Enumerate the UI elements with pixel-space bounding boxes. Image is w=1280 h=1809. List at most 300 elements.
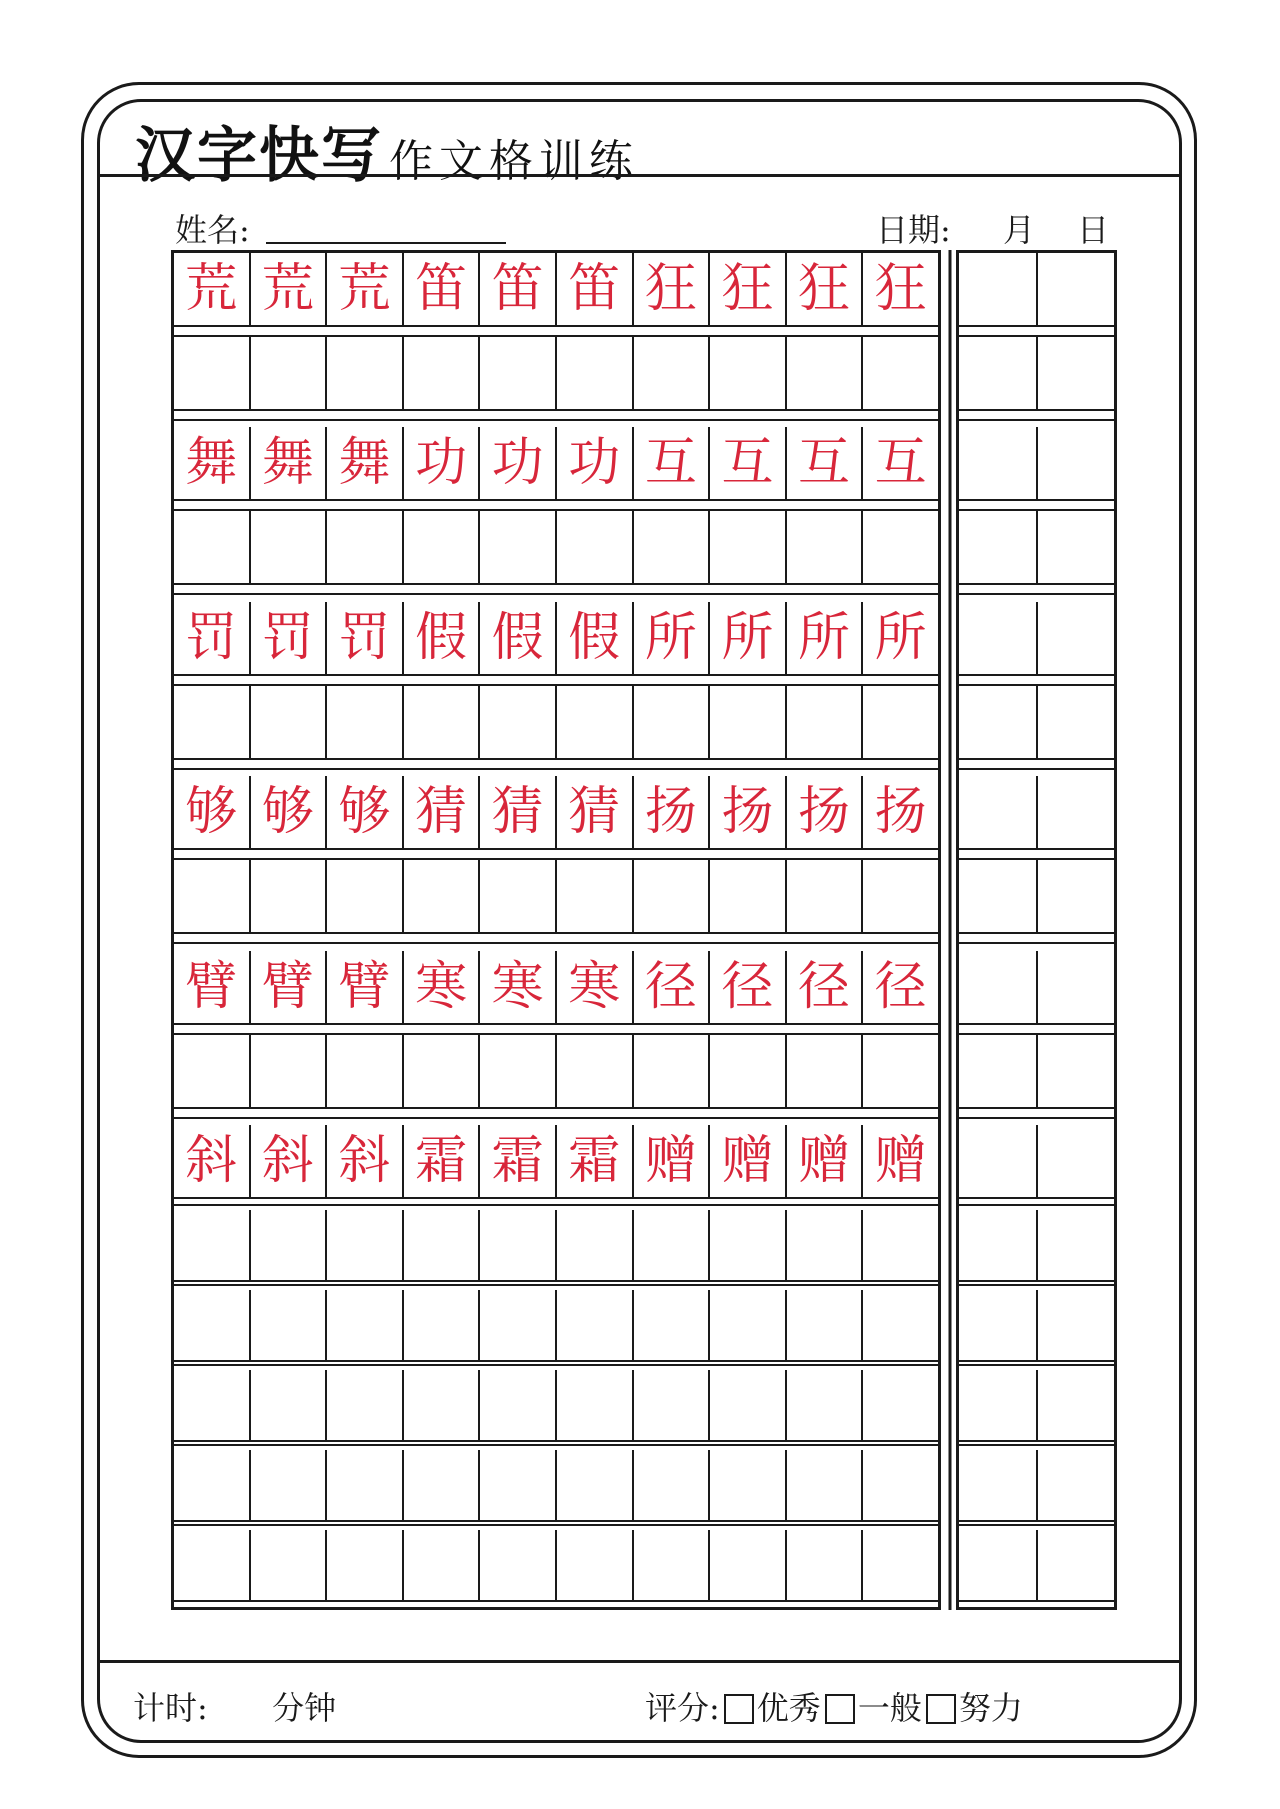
grid-cell[interactable] bbox=[787, 1125, 864, 1199]
grid-row bbox=[174, 1450, 938, 1522]
grid-cell[interactable] bbox=[557, 1125, 634, 1199]
traced-character: 笛 bbox=[568, 259, 621, 319]
traced-character: 荒 bbox=[185, 259, 238, 319]
side-grid-cell[interactable] bbox=[959, 427, 1038, 501]
grid-cell[interactable] bbox=[557, 1210, 634, 1282]
grid-cell[interactable] bbox=[787, 1210, 864, 1282]
column-separator bbox=[946, 250, 954, 1610]
grid-cell[interactable] bbox=[863, 860, 938, 934]
grid-cell[interactable] bbox=[404, 1370, 481, 1442]
grid-row bbox=[174, 602, 938, 676]
grid-row bbox=[174, 951, 938, 1025]
grid-cell[interactable] bbox=[863, 1290, 938, 1362]
traced-character: 笛 bbox=[415, 259, 468, 319]
grid-cell[interactable] bbox=[710, 776, 787, 850]
traced-character: 扬 bbox=[721, 782, 774, 842]
grid-cell[interactable] bbox=[404, 1290, 481, 1362]
traced-character: 寒 bbox=[415, 957, 468, 1017]
grid-cell[interactable] bbox=[327, 776, 404, 850]
grid-cell[interactable] bbox=[480, 1290, 557, 1362]
grid-cell[interactable] bbox=[327, 511, 404, 585]
traced-character: 互 bbox=[798, 433, 851, 493]
side-grid-row bbox=[959, 1125, 1114, 1199]
grid-cell[interactable] bbox=[863, 337, 938, 411]
traced-character: 臂 bbox=[338, 957, 391, 1017]
grid-cell[interactable] bbox=[710, 1530, 787, 1602]
grid-cell[interactable] bbox=[480, 1125, 557, 1199]
grid-cell[interactable] bbox=[634, 1035, 711, 1109]
side-grid-row bbox=[959, 1370, 1114, 1442]
side-grid-row bbox=[959, 1530, 1114, 1602]
grid-cell[interactable] bbox=[174, 337, 251, 411]
grid-cell[interactable] bbox=[557, 686, 634, 760]
grid-cell[interactable] bbox=[557, 602, 634, 676]
grid-cell[interactable] bbox=[710, 686, 787, 760]
traced-character: 功 bbox=[491, 433, 544, 493]
grid-cell[interactable] bbox=[327, 1125, 404, 1199]
grid-cell[interactable] bbox=[634, 860, 711, 934]
side-grid-cell[interactable] bbox=[959, 1125, 1038, 1199]
side-grid-gap-line bbox=[959, 593, 1114, 595]
grid-cell[interactable] bbox=[174, 776, 251, 850]
grid-cell[interactable] bbox=[787, 1450, 864, 1522]
side-grid-cell[interactable] bbox=[959, 1290, 1038, 1362]
grid-row bbox=[174, 1370, 938, 1442]
day-label: 日 bbox=[1077, 211, 1110, 249]
side-grid-cell[interactable] bbox=[1038, 1125, 1115, 1199]
grid-cell[interactable] bbox=[251, 511, 328, 585]
traced-character: 斜 bbox=[185, 1131, 238, 1191]
grid-cell[interactable] bbox=[863, 1125, 938, 1199]
name-label: 姓名: bbox=[175, 211, 250, 249]
grid-cell[interactable] bbox=[710, 1370, 787, 1442]
side-grid-gap-line bbox=[959, 942, 1114, 944]
grid-cell[interactable] bbox=[863, 686, 938, 760]
grid-cell[interactable] bbox=[787, 1035, 864, 1109]
grid-cell[interactable] bbox=[634, 1290, 711, 1362]
grid-cell[interactable] bbox=[174, 511, 251, 585]
grid-cell[interactable] bbox=[710, 1290, 787, 1362]
traced-character: 互 bbox=[874, 433, 927, 493]
grid-cell[interactable] bbox=[174, 1530, 251, 1602]
grid-cell[interactable] bbox=[480, 860, 557, 934]
traced-character: 舞 bbox=[338, 433, 391, 493]
grid-cell[interactable] bbox=[327, 1450, 404, 1522]
grid-cell[interactable] bbox=[787, 1370, 864, 1442]
side-grid-cell[interactable] bbox=[1038, 427, 1115, 501]
traced-character: 互 bbox=[644, 433, 697, 493]
grid-cell[interactable] bbox=[634, 1530, 711, 1602]
checkbox-excellent[interactable] bbox=[724, 1694, 754, 1724]
grid-cell[interactable] bbox=[404, 1530, 481, 1602]
checkbox-effort[interactable] bbox=[926, 1694, 956, 1724]
grid-cell[interactable] bbox=[404, 253, 481, 327]
grid-cell[interactable] bbox=[327, 253, 404, 327]
grid-cell[interactable] bbox=[251, 427, 328, 501]
side-grid-cell[interactable] bbox=[959, 686, 1038, 760]
side-grid bbox=[956, 250, 1117, 1610]
side-grid-row bbox=[959, 1290, 1114, 1362]
grid-cell[interactable] bbox=[863, 1035, 938, 1109]
grid-cell[interactable] bbox=[251, 1370, 328, 1442]
grid-cell[interactable] bbox=[787, 511, 864, 585]
option-effort: 努力 bbox=[958, 1689, 1023, 1727]
grid-cell[interactable] bbox=[557, 1035, 634, 1109]
grid-gap-line bbox=[174, 1524, 938, 1526]
footer-divider bbox=[100, 1660, 1179, 1663]
grid-cell[interactable] bbox=[327, 1210, 404, 1282]
timer bbox=[133, 1683, 336, 1729]
grid-cell[interactable] bbox=[174, 860, 251, 934]
grid-cell[interactable] bbox=[251, 1290, 328, 1362]
grid-cell[interactable] bbox=[174, 1370, 251, 1442]
grid-row bbox=[174, 860, 938, 934]
traced-character: 斜 bbox=[338, 1131, 391, 1191]
grid-row bbox=[174, 253, 938, 327]
side-grid-cell[interactable] bbox=[959, 1370, 1038, 1442]
grid-cell[interactable] bbox=[327, 427, 404, 501]
side-grid-cell[interactable] bbox=[1038, 1035, 1115, 1109]
grid-cell[interactable] bbox=[251, 1450, 328, 1522]
grid-cell[interactable] bbox=[327, 686, 404, 760]
grid-cell[interactable] bbox=[634, 686, 711, 760]
grid-cell[interactable] bbox=[557, 776, 634, 850]
grid-row bbox=[174, 337, 938, 411]
grid-row bbox=[174, 686, 938, 760]
minutes-label: 分钟 bbox=[272, 1689, 337, 1727]
grid-cell[interactable] bbox=[710, 511, 787, 585]
traced-character: 寒 bbox=[491, 957, 544, 1017]
side-grid-cell[interactable] bbox=[959, 1530, 1038, 1602]
traced-character: 臂 bbox=[261, 957, 314, 1017]
grid-cell[interactable] bbox=[863, 253, 938, 327]
traced-character: 荒 bbox=[338, 259, 391, 319]
side-grid-row bbox=[959, 686, 1114, 760]
grid-row bbox=[174, 511, 938, 585]
grid-cell[interactable] bbox=[787, 776, 864, 850]
grid-cell[interactable] bbox=[710, 1210, 787, 1282]
grid-cell[interactable] bbox=[787, 1290, 864, 1362]
grid-cell[interactable] bbox=[404, 511, 481, 585]
grid-gap-line bbox=[174, 1204, 938, 1206]
traced-character: 赠 bbox=[644, 1131, 697, 1191]
grid-cell[interactable] bbox=[557, 427, 634, 501]
grid-cell[interactable] bbox=[251, 686, 328, 760]
grid-cell[interactable] bbox=[404, 951, 481, 1025]
side-grid-cell[interactable] bbox=[1038, 686, 1115, 760]
grid-cell[interactable] bbox=[404, 860, 481, 934]
side-grid-gap-line bbox=[959, 1117, 1114, 1119]
grid-cell[interactable] bbox=[251, 860, 328, 934]
side-grid-cell[interactable] bbox=[959, 253, 1038, 327]
traced-character: 所 bbox=[644, 608, 697, 668]
grid-cell[interactable] bbox=[634, 602, 711, 676]
grid-gap-line bbox=[174, 1444, 938, 1446]
grid-cell[interactable] bbox=[710, 602, 787, 676]
grid-row bbox=[174, 1530, 938, 1602]
grid-cell[interactable] bbox=[480, 1035, 557, 1109]
grid-cell[interactable] bbox=[251, 1210, 328, 1282]
grid-cell[interactable] bbox=[480, 602, 557, 676]
writing-grid bbox=[171, 250, 941, 1610]
traced-character: 舞 bbox=[261, 433, 314, 493]
side-grid-gap-line bbox=[959, 1364, 1114, 1366]
grid-cell[interactable] bbox=[327, 860, 404, 934]
grid-cell[interactable] bbox=[710, 337, 787, 411]
grid-cell[interactable] bbox=[557, 253, 634, 327]
traced-character: 霜 bbox=[491, 1131, 544, 1191]
grid-cell[interactable] bbox=[174, 1125, 251, 1199]
traced-character: 舞 bbox=[185, 433, 238, 493]
side-grid-row bbox=[959, 427, 1114, 501]
grid-cell[interactable] bbox=[480, 511, 557, 585]
grid-cell[interactable] bbox=[557, 1530, 634, 1602]
grid-cell[interactable] bbox=[480, 1450, 557, 1522]
grid-cell[interactable] bbox=[557, 1370, 634, 1442]
grid-row bbox=[174, 1035, 938, 1109]
grid-cell[interactable] bbox=[710, 1450, 787, 1522]
grid-cell[interactable] bbox=[251, 951, 328, 1025]
grid-cell[interactable] bbox=[174, 602, 251, 676]
grid-cell[interactable] bbox=[327, 337, 404, 411]
traced-character: 罚 bbox=[261, 608, 314, 668]
grid-cell[interactable] bbox=[480, 951, 557, 1025]
traced-character: 赠 bbox=[798, 1131, 851, 1191]
side-grid-cell[interactable] bbox=[1038, 1450, 1115, 1522]
option-average: 一般 bbox=[857, 1689, 922, 1727]
grid-cell[interactable] bbox=[404, 1450, 481, 1522]
grid-cell[interactable] bbox=[327, 951, 404, 1025]
grid-cell[interactable] bbox=[863, 1530, 938, 1602]
grid-cell[interactable] bbox=[251, 1530, 328, 1602]
grid-cell[interactable] bbox=[174, 1290, 251, 1362]
grid-cell[interactable] bbox=[557, 1450, 634, 1522]
grid-gap-line bbox=[174, 942, 938, 944]
grid-cell[interactable] bbox=[480, 1370, 557, 1442]
side-grid-cell[interactable] bbox=[1038, 511, 1115, 585]
score bbox=[645, 1683, 1023, 1729]
grid-cell[interactable] bbox=[404, 1035, 481, 1109]
grid-row bbox=[174, 776, 938, 850]
grid-cell[interactable] bbox=[480, 253, 557, 327]
grid-cell[interactable] bbox=[404, 776, 481, 850]
traced-character: 霜 bbox=[568, 1131, 621, 1191]
grid-cell[interactable] bbox=[634, 1450, 711, 1522]
side-grid-cell[interactable] bbox=[1038, 1290, 1115, 1362]
grid-gap-line bbox=[174, 419, 938, 421]
grid-cell[interactable] bbox=[174, 1210, 251, 1282]
side-grid-cell[interactable] bbox=[959, 776, 1038, 850]
grid-row bbox=[174, 1125, 938, 1199]
grid-cell[interactable] bbox=[557, 511, 634, 585]
side-grid-cell[interactable] bbox=[959, 1210, 1038, 1282]
grid-cell[interactable] bbox=[557, 337, 634, 411]
grid-cell[interactable] bbox=[863, 776, 938, 850]
traced-character: 假 bbox=[491, 608, 544, 668]
side-grid-cell[interactable] bbox=[959, 951, 1038, 1025]
score-label: 评分: bbox=[645, 1689, 720, 1727]
traced-character: 径 bbox=[721, 957, 774, 1017]
side-grid-row bbox=[959, 337, 1114, 411]
grid-cell[interactable] bbox=[787, 337, 864, 411]
grid-cell[interactable] bbox=[634, 253, 711, 327]
grid-cell[interactable] bbox=[863, 1370, 938, 1442]
grid-cell[interactable] bbox=[863, 602, 938, 676]
grid-cell[interactable] bbox=[710, 427, 787, 501]
side-grid-gap-line bbox=[959, 768, 1114, 770]
side-grid-row bbox=[959, 1450, 1114, 1522]
side-grid-cell[interactable] bbox=[1038, 253, 1115, 327]
traced-character: 够 bbox=[185, 782, 238, 842]
side-grid-cell[interactable] bbox=[1038, 951, 1115, 1025]
grid-cell[interactable] bbox=[634, 1125, 711, 1199]
traced-character: 猜 bbox=[415, 782, 468, 842]
grid-cell[interactable] bbox=[710, 1125, 787, 1199]
grid-cell[interactable] bbox=[327, 1370, 404, 1442]
grid-cell[interactable] bbox=[327, 1530, 404, 1602]
side-grid-row bbox=[959, 951, 1114, 1025]
side-grid-gap-line bbox=[959, 1204, 1114, 1206]
grid-cell[interactable] bbox=[710, 951, 787, 1025]
grid-cell[interactable] bbox=[710, 860, 787, 934]
grid-cell[interactable] bbox=[404, 337, 481, 411]
traced-character: 径 bbox=[644, 957, 697, 1017]
grid-cell[interactable] bbox=[480, 1210, 557, 1282]
side-grid-cell[interactable] bbox=[1038, 1210, 1115, 1282]
grid-cell[interactable] bbox=[174, 1450, 251, 1522]
grid-cell[interactable] bbox=[251, 1035, 328, 1109]
side-grid-cell[interactable] bbox=[959, 1450, 1038, 1522]
grid-cell[interactable] bbox=[404, 427, 481, 501]
grid-cell[interactable] bbox=[863, 951, 938, 1025]
grid-gap-line bbox=[174, 593, 938, 595]
grid-cell[interactable] bbox=[174, 686, 251, 760]
grid-cell[interactable] bbox=[327, 602, 404, 676]
side-grid-cell[interactable] bbox=[1038, 776, 1115, 850]
title-main: 汉字快写 bbox=[135, 121, 383, 191]
side-grid-cell[interactable] bbox=[1038, 1370, 1115, 1442]
traced-character: 猜 bbox=[568, 782, 621, 842]
traced-character: 猜 bbox=[491, 782, 544, 842]
grid-cell[interactable] bbox=[404, 602, 481, 676]
traced-character: 罚 bbox=[185, 608, 238, 668]
grid-cell[interactable] bbox=[787, 951, 864, 1025]
grid-cell[interactable] bbox=[863, 1210, 938, 1282]
grid-cell[interactable] bbox=[863, 1450, 938, 1522]
grid-cell[interactable] bbox=[480, 427, 557, 501]
grid-cell[interactable] bbox=[480, 686, 557, 760]
grid-cell[interactable] bbox=[174, 253, 251, 327]
grid-cell[interactable] bbox=[710, 1035, 787, 1109]
grid-cell[interactable] bbox=[787, 686, 864, 760]
side-grid-cell[interactable] bbox=[1038, 1530, 1115, 1602]
grid-cell[interactable] bbox=[251, 337, 328, 411]
grid-cell[interactable] bbox=[327, 1035, 404, 1109]
grid-cell[interactable] bbox=[480, 776, 557, 850]
traced-character: 扬 bbox=[644, 782, 697, 842]
grid-cell[interactable] bbox=[634, 427, 711, 501]
grid-cell[interactable] bbox=[634, 776, 711, 850]
grid-cell[interactable] bbox=[404, 1210, 481, 1282]
grid-cell[interactable] bbox=[634, 1210, 711, 1282]
side-grid-cell[interactable] bbox=[959, 511, 1038, 585]
side-grid-cell[interactable] bbox=[1038, 860, 1115, 934]
grid-cell[interactable] bbox=[863, 511, 938, 585]
grid-cell[interactable] bbox=[251, 253, 328, 327]
title-sub: 作文格训练 bbox=[389, 136, 639, 187]
side-grid-cell[interactable] bbox=[959, 1035, 1038, 1109]
traced-character: 霜 bbox=[415, 1131, 468, 1191]
traced-character: 狂 bbox=[874, 259, 927, 319]
traced-character: 赠 bbox=[721, 1131, 774, 1191]
grid-cell[interactable] bbox=[787, 860, 864, 934]
side-grid-row bbox=[959, 253, 1114, 327]
traced-character: 功 bbox=[415, 433, 468, 493]
traced-character: 斜 bbox=[261, 1131, 314, 1191]
side-grid-cell[interactable] bbox=[959, 860, 1038, 934]
traced-character: 扬 bbox=[798, 782, 851, 842]
grid-cell[interactable] bbox=[404, 1125, 481, 1199]
side-grid-row bbox=[959, 860, 1114, 934]
checkbox-average[interactable] bbox=[825, 1694, 855, 1724]
grid-cell[interactable] bbox=[404, 686, 481, 760]
side-grid-gap-line bbox=[959, 1524, 1114, 1526]
grid-cell[interactable] bbox=[174, 951, 251, 1025]
side-grid-gap-line bbox=[959, 1284, 1114, 1286]
page-title bbox=[135, 108, 639, 194]
grid-cell[interactable] bbox=[634, 511, 711, 585]
name-field[interactable] bbox=[266, 242, 506, 244]
grid-cell[interactable] bbox=[787, 1530, 864, 1602]
traced-character: 罚 bbox=[338, 608, 391, 668]
grid-cell[interactable] bbox=[251, 1125, 328, 1199]
grid-cell[interactable] bbox=[557, 860, 634, 934]
grid-cell[interactable] bbox=[710, 253, 787, 327]
side-grid-cell[interactable] bbox=[1038, 337, 1115, 411]
grid-cell[interactable] bbox=[480, 337, 557, 411]
grid-cell[interactable] bbox=[634, 951, 711, 1025]
grid-cell[interactable] bbox=[251, 776, 328, 850]
grid-cell[interactable] bbox=[787, 253, 864, 327]
grid-cell[interactable] bbox=[480, 1530, 557, 1602]
side-grid-cell[interactable] bbox=[959, 602, 1038, 676]
traced-character: 功 bbox=[568, 433, 621, 493]
traced-character: 够 bbox=[338, 782, 391, 842]
grid-cell[interactable] bbox=[863, 427, 938, 501]
grid-cell[interactable] bbox=[634, 1370, 711, 1442]
grid-cell[interactable] bbox=[174, 1035, 251, 1109]
grid-row bbox=[174, 427, 938, 501]
grid-cell[interactable] bbox=[634, 337, 711, 411]
side-grid-cell[interactable] bbox=[959, 337, 1038, 411]
grid-cell[interactable] bbox=[557, 951, 634, 1025]
grid-cell[interactable] bbox=[327, 1290, 404, 1362]
traced-character: 荒 bbox=[261, 259, 314, 319]
grid-row bbox=[174, 1210, 938, 1282]
grid-cell[interactable] bbox=[787, 427, 864, 501]
grid-cell[interactable] bbox=[557, 1290, 634, 1362]
traced-character: 够 bbox=[261, 782, 314, 842]
side-grid-cell[interactable] bbox=[1038, 602, 1115, 676]
grid-cell[interactable] bbox=[251, 602, 328, 676]
grid-cell[interactable] bbox=[787, 602, 864, 676]
timer-label: 计时: bbox=[133, 1689, 208, 1727]
grid-cell[interactable] bbox=[174, 427, 251, 501]
grid-row bbox=[174, 1290, 938, 1362]
option-excellent: 优秀 bbox=[756, 1689, 821, 1727]
traced-character: 径 bbox=[874, 957, 927, 1017]
traced-character: 径 bbox=[798, 957, 851, 1017]
